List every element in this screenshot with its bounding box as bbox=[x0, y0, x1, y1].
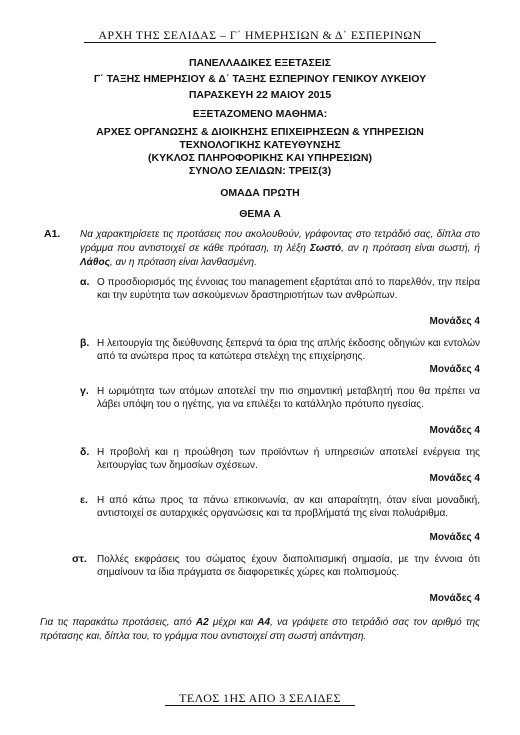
item-text: Πολλές εκφράσεις του σώματος έχουν διαπολιτισμική σημασία, με την έννοια ότι σημαίνουν τα ίδια πράγματα σε διαφορετικές χώρες και πολιτισμούς. bbox=[97, 554, 480, 578]
item-label: β. bbox=[80, 337, 90, 349]
group-title: ΟΜΑΔΑ ΠΡΩΤΗ bbox=[220, 187, 300, 199]
header-rule bbox=[84, 42, 436, 43]
item-label: στ. bbox=[72, 553, 87, 565]
item-label: δ. bbox=[80, 446, 90, 458]
closing-instructions bbox=[40, 616, 480, 644]
subject-line-1: ΑΡΧΕΣ ΟΡΓΑΝΩΣΗΣ & ΔΙΟΙΚΗΣΗΣ ΕΠΙΧΕΙΡΗΣΕΩΝ & ΥΠΗΡΕΣΙΩΝ bbox=[96, 126, 424, 138]
item-label: ε. bbox=[80, 494, 88, 506]
a1-word-false: Λάθος bbox=[80, 257, 110, 268]
item-marks: Μονάδες 4 bbox=[429, 473, 480, 484]
a1-word-true: Σωστό bbox=[310, 243, 342, 254]
question-a1-instructions bbox=[80, 228, 480, 270]
subject-line-2: ΤΕΧΝΟΛΟΓΙΚΗΣ ΚΑΤΕΥΘΥΝΣΗΣ bbox=[179, 139, 341, 151]
closing-text-middle: μέχρι και bbox=[208, 617, 258, 628]
item-label: γ. bbox=[80, 385, 89, 397]
exam-date: ΠΑΡΑΣΚΕΥΗ 22 ΜΑΙΟΥ 2015 bbox=[188, 89, 332, 101]
closing-to: Α4 bbox=[257, 617, 271, 628]
theme-title: ΘΕΜΑ Α bbox=[239, 208, 281, 220]
exam-class: Γ΄ ΤΑΞΗΣ ΗΜΕΡΗΣΙΟΥ & Δ΄ ΤΑΞΗΣ ΕΣΠΕΡΙΝΟΥ ΓΕΝΙΚΟΥ ΛΥΚΕΙΟΥ bbox=[93, 73, 427, 85]
a1-text-before: Να χαρακτηρίσετε τις προτάσεις που ακολουθούν, γράφοντας στο τετράδιό σας, δίπλα στο γράμμα που αντιστοιχεί σε κάθε πρόταση, τη λέξη bbox=[80, 229, 480, 254]
subject-line-3: (ΚΥΚΛΟΣ ΠΛΗΡΟΦΟΡΙΚΗΣ ΚΑΙ ΥΠΗΡΕΣΙΩΝ) bbox=[148, 152, 372, 164]
page-footer: ΤΕΛΟΣ 1ΗΣ ΑΠΟ 3 ΣΕΛΙΔΕΣ bbox=[179, 691, 341, 705]
closing-from: Α2 bbox=[195, 617, 209, 628]
closing-text-before: Για τις παρακάτω προτάσεις, από bbox=[40, 617, 196, 628]
item-text: Η από κάτω προς τα πάνω επικοινωνία, αν και απαραίτητη, όταν είναι μοναδική, αντιστοιχεί σε αυταρχικές οργανώσεις και τα προβλήματά της είναι πολυάριθμα. bbox=[97, 495, 480, 519]
item-marks: Μονάδες 4 bbox=[429, 532, 480, 543]
question-a1-label: Α1. bbox=[44, 228, 61, 240]
subject-heading: ΕΞΕΤΑΖΟΜΕΝΟ ΜΑΘΗΜΑ: bbox=[192, 108, 328, 120]
item-text: Η λειτουργία της διεύθυνσης ξεπερνά τα όρια της απλής έκδοσης οδηγιών και εντολών από τα ανώτερα προς τα κατώτερα στελέχη της επιχείρησης. bbox=[97, 338, 480, 362]
subject-block bbox=[0, 126, 520, 178]
item-text: Η ωριμότητα των ατόμων αποτελεί την πιο σημαντική μεταβλητή που θα πρέπει να λάβει υπόψη του ο ηγέτης, για να επιλέξει το κατάλληλο πρότυπο ηγεσίας. bbox=[97, 386, 480, 410]
page-header: ΑΡΧΗ ΤΗΣ ΣΕΛΙΔΑΣ – Γ΄ ΗΜΕΡΗΣΙΩΝ & Δ΄ ΕΣΠΕΡΙΝΩΝ bbox=[98, 28, 422, 42]
item-marks: Μονάδες 4 bbox=[429, 364, 480, 375]
subject-line-4: ΣΥΝΟΛΟ ΣΕΛΙΔΩΝ: ΤΡΕΙΣ(3) bbox=[188, 165, 332, 177]
item-label: α. bbox=[80, 276, 90, 288]
item-marks: Μονάδες 4 bbox=[429, 593, 480, 604]
item-marks: Μονάδες 4 bbox=[429, 425, 480, 436]
a1-text-after: , αν η πρόταση είναι λανθασμένη. bbox=[109, 257, 257, 268]
item-text: Η προβολή και η προώθηση των προϊόντων ή υπηρεσιών αποτελεί ενέργεια της λειτουργίας των δημοσίων σχέσεων. bbox=[97, 447, 480, 471]
a1-text-middle: , αν η πρόταση είναι σωστή, ή bbox=[341, 243, 480, 254]
footer-rule bbox=[165, 705, 355, 706]
closing-text-after: , να γράψετε στο τετράδιό σας τον αριθμό της πρότασης και, δίπλα του, το γράμμα που αντιστοιχεί στη σωστή απάντηση. bbox=[40, 617, 481, 642]
exam-title: ΠΑΝΕΛΛΑΔΙΚΕΣ ΕΞΕΤΑΣΕΙΣ bbox=[188, 57, 332, 69]
item-marks: Μονάδες 4 bbox=[429, 316, 480, 327]
item-text: Ο προσδιορισμός της έννοιας του management εξαρτάται από το παρελθόν, την πείρα και την ευρύτητα των ασκούμενων δραστηριοτήτων των ανθρώπων. bbox=[97, 277, 480, 301]
